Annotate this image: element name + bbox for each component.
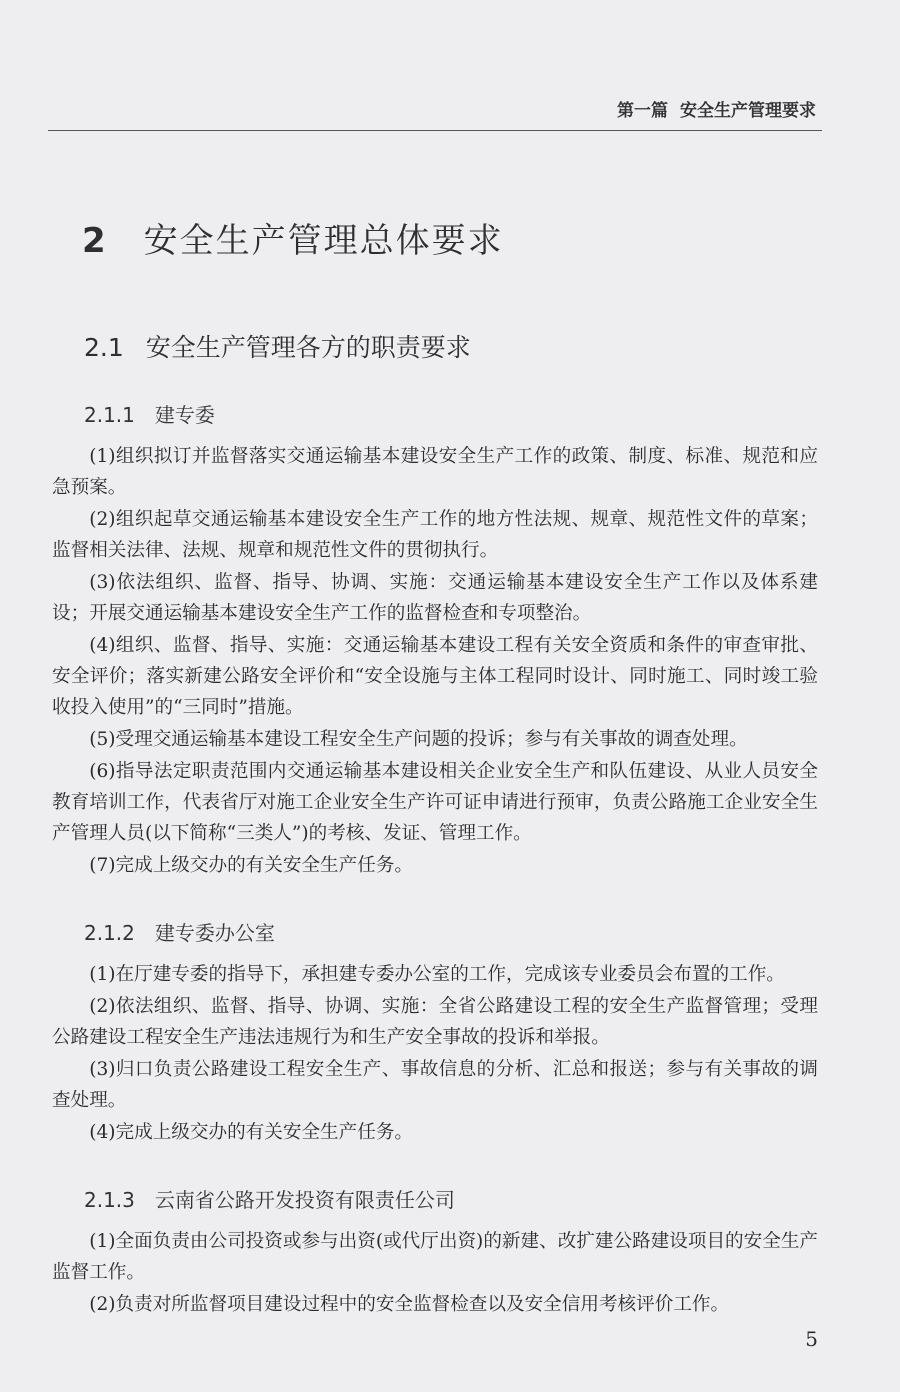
section-number: 2.1 bbox=[84, 333, 124, 362]
chapter-title-text: 安全生产管理总体要求 bbox=[143, 221, 504, 261]
paragraph: (1)全面负责由公司投资或参与出资(或代厅出资)的新建、改扩建公路建设项目的安全生产监督工作。 bbox=[52, 1231, 819, 1283]
part-label: 第一篇 bbox=[617, 101, 668, 121]
paragraph: (5)受理交通运输基本建设工程安全生产问题的投诉；参与有关事故的调查处理。 bbox=[89, 729, 748, 750]
subsection-title bbox=[84, 401, 818, 429]
section-title-text: 安全生产管理各方的职责要求 bbox=[145, 333, 471, 362]
subsection-title-text: 建专委 bbox=[154, 403, 215, 427]
paragraph: (3)归口负责公路建设工程安全生产、事故信息的分析、汇总和报送；参与有关事故的调查处理。 bbox=[52, 1059, 818, 1111]
subsection-number: 2.1.2 bbox=[84, 921, 135, 945]
header-rule bbox=[48, 130, 822, 131]
paragraph: (4)完成上级交办的有关安全生产任务。 bbox=[89, 1122, 414, 1143]
subsection-title-text: 建专委办公室 bbox=[154, 921, 275, 945]
page-number: 5 bbox=[805, 1327, 818, 1351]
paragraph: (7)完成上级交办的有关安全生产任务。 bbox=[89, 855, 414, 876]
running-header bbox=[52, 100, 816, 122]
paragraph: (6)指导法定职责范围内交通运输基本建设相关企业安全生产和队伍建设、从业人员安全教育培训工作，代表省厅对施工企业安全生产许可证申请进行预审，负责公路施工企业安全生产管理人员(以下简称“三类人”)的考核、发证、管理工作。 bbox=[52, 761, 818, 844]
section-title bbox=[84, 331, 818, 365]
subsection-title-text: 云南省公路开发投资有限责任公司 bbox=[154, 1188, 455, 1212]
chapter-number: 2 bbox=[82, 221, 108, 261]
paragraph: (2)组织起草交通运输基本建设安全生产工作的地方性法规、规章、规范性文件的草案；监督相关法律、法规、规章和规范性文件的贯彻执行。 bbox=[52, 509, 818, 561]
part-title: 安全生产管理要求 bbox=[680, 101, 816, 121]
chapter-title bbox=[82, 219, 818, 263]
subsection-title bbox=[84, 1186, 818, 1214]
paragraph: (3)依法组织、监督、指导、协调、实施：交通运输基本建设安全生产工作以及体系建设；开展交通运输基本建设安全生产工作的监督检查和专项整治。 bbox=[52, 572, 818, 624]
paragraph: (2)负责对所监督项目建设过程中的安全监督检查以及安全信用考核评价工作。 bbox=[89, 1294, 730, 1315]
paragraph: (2)依法组织、监督、指导、协调、实施：全省公路建设工程的安全生产监督管理；受理公路建设工程安全生产违法违规行为和生产安全事故的投诉和举报。 bbox=[52, 996, 818, 1048]
paragraph: (1)在厅建专委的指导下，承担建专委办公室的工作，完成该专业委员会布置的工作。 bbox=[89, 964, 785, 985]
paragraph: (1)组织拟订并监督落实交通运输基本建设安全生产工作的政策、制度、标准、规范和应急预案。 bbox=[52, 446, 818, 498]
subsection-body bbox=[52, 959, 818, 1148]
paragraph: (4)组织、监督、指导、实施：交通运输基本建设工程有关安全资质和条件的审查审批、安全评价；落实新建公路安全评价和“安全设施与主体工程同时设计、同时施工、同时竣工验收投入使用”的“三同时”措施。 bbox=[52, 635, 818, 718]
subsection-title bbox=[84, 919, 818, 947]
subsection-number: 2.1.1 bbox=[84, 403, 135, 427]
subsection-body bbox=[52, 1226, 818, 1320]
subsection-number: 2.1.3 bbox=[84, 1188, 135, 1212]
subsection-body bbox=[52, 441, 818, 881]
